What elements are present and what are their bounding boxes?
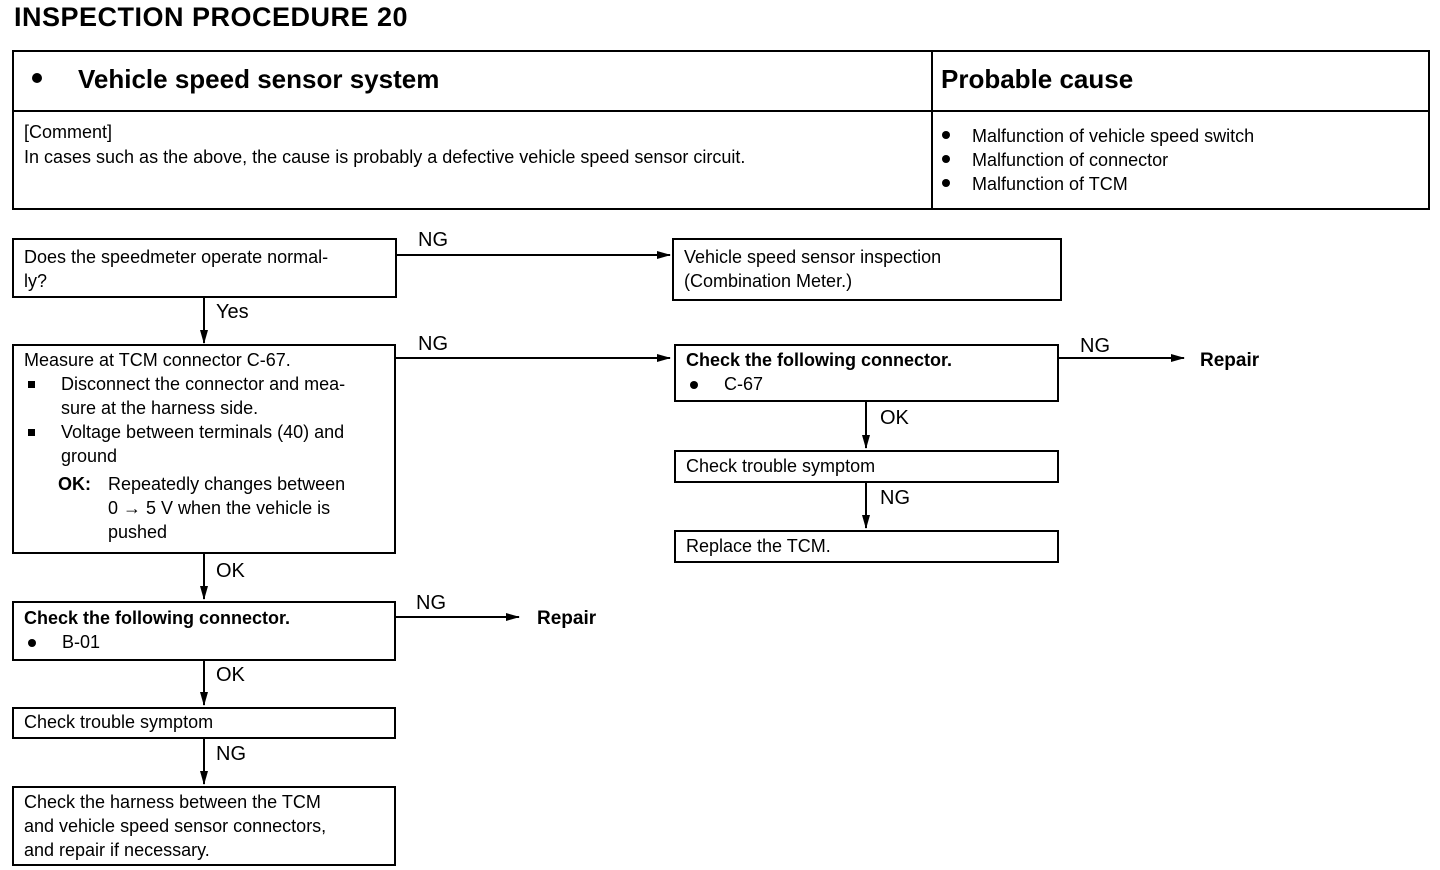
ng-label: NG (880, 487, 910, 509)
check-trouble-right-box: Check trouble symptom (674, 450, 1059, 483)
vss-inspection-box: Vehicle speed sensor inspection (Combination Meter.) (672, 238, 1062, 301)
ng-label: NG (1080, 335, 1110, 357)
speedmeter-question-box: Does the speedmeter operate normal- ly? (12, 238, 397, 298)
measure-tcm-box (12, 344, 396, 554)
check-b01-box: Check the following connector. B-01 (12, 601, 396, 661)
ok-condition: OK: Repeatedly changes between 0 → 5 V when the vehicle is pushed (58, 474, 346, 542)
bullet-icon (690, 381, 698, 389)
replace-tcm-box: Replace the TCM. (674, 530, 1059, 563)
list-item: Malfunction of connector (942, 148, 1254, 172)
yes-label: Yes (216, 301, 249, 323)
harness-check-box: Check the harness between the TCM and vehicle speed sensor connectors, and repair if necessary. (12, 786, 396, 866)
measure-title: Measure at TCM connector C-67. (24, 350, 291, 370)
comment-label: [Comment] (24, 122, 113, 142)
system-header: Vehicle speed sensor system (32, 64, 439, 95)
list-item: Voltage between terminals (40) and ground (24, 420, 384, 468)
ng-label: NG (416, 592, 446, 614)
comment-text: In cases such as the above, the cause is probably a defective vehicle speed sensor circuit. (24, 147, 746, 167)
probable-cause-header: Probable cause (941, 64, 1134, 94)
check-c67-box: Check the following connector. C-67 (674, 344, 1059, 402)
bullet-icon (28, 639, 36, 647)
list-item: C-67 (686, 372, 1047, 396)
ng-label: NG (418, 333, 448, 355)
ok-label: OK (216, 664, 245, 686)
ng-label: NG (216, 743, 246, 765)
ok-label: OK (880, 407, 909, 429)
list-item: B-01 (24, 630, 384, 654)
bullet-icon (28, 429, 35, 436)
check-trouble-left-box: Check trouble symptom (12, 707, 396, 739)
list-item: Malfunction of vehicle speed switch (942, 124, 1254, 148)
bullet-icon (28, 381, 35, 388)
repair-label-right: Repair (1200, 350, 1260, 371)
page-title: INSPECTION PROCEDURE 20 (14, 2, 409, 32)
repair-label-left: Repair (537, 608, 597, 629)
list-item: Malfunction of TCM (942, 172, 1254, 196)
ok-label: OK (216, 560, 245, 582)
ng-label: NG (418, 229, 448, 251)
list-item: Disconnect the connector and mea- sure at the harness side. (24, 372, 384, 420)
